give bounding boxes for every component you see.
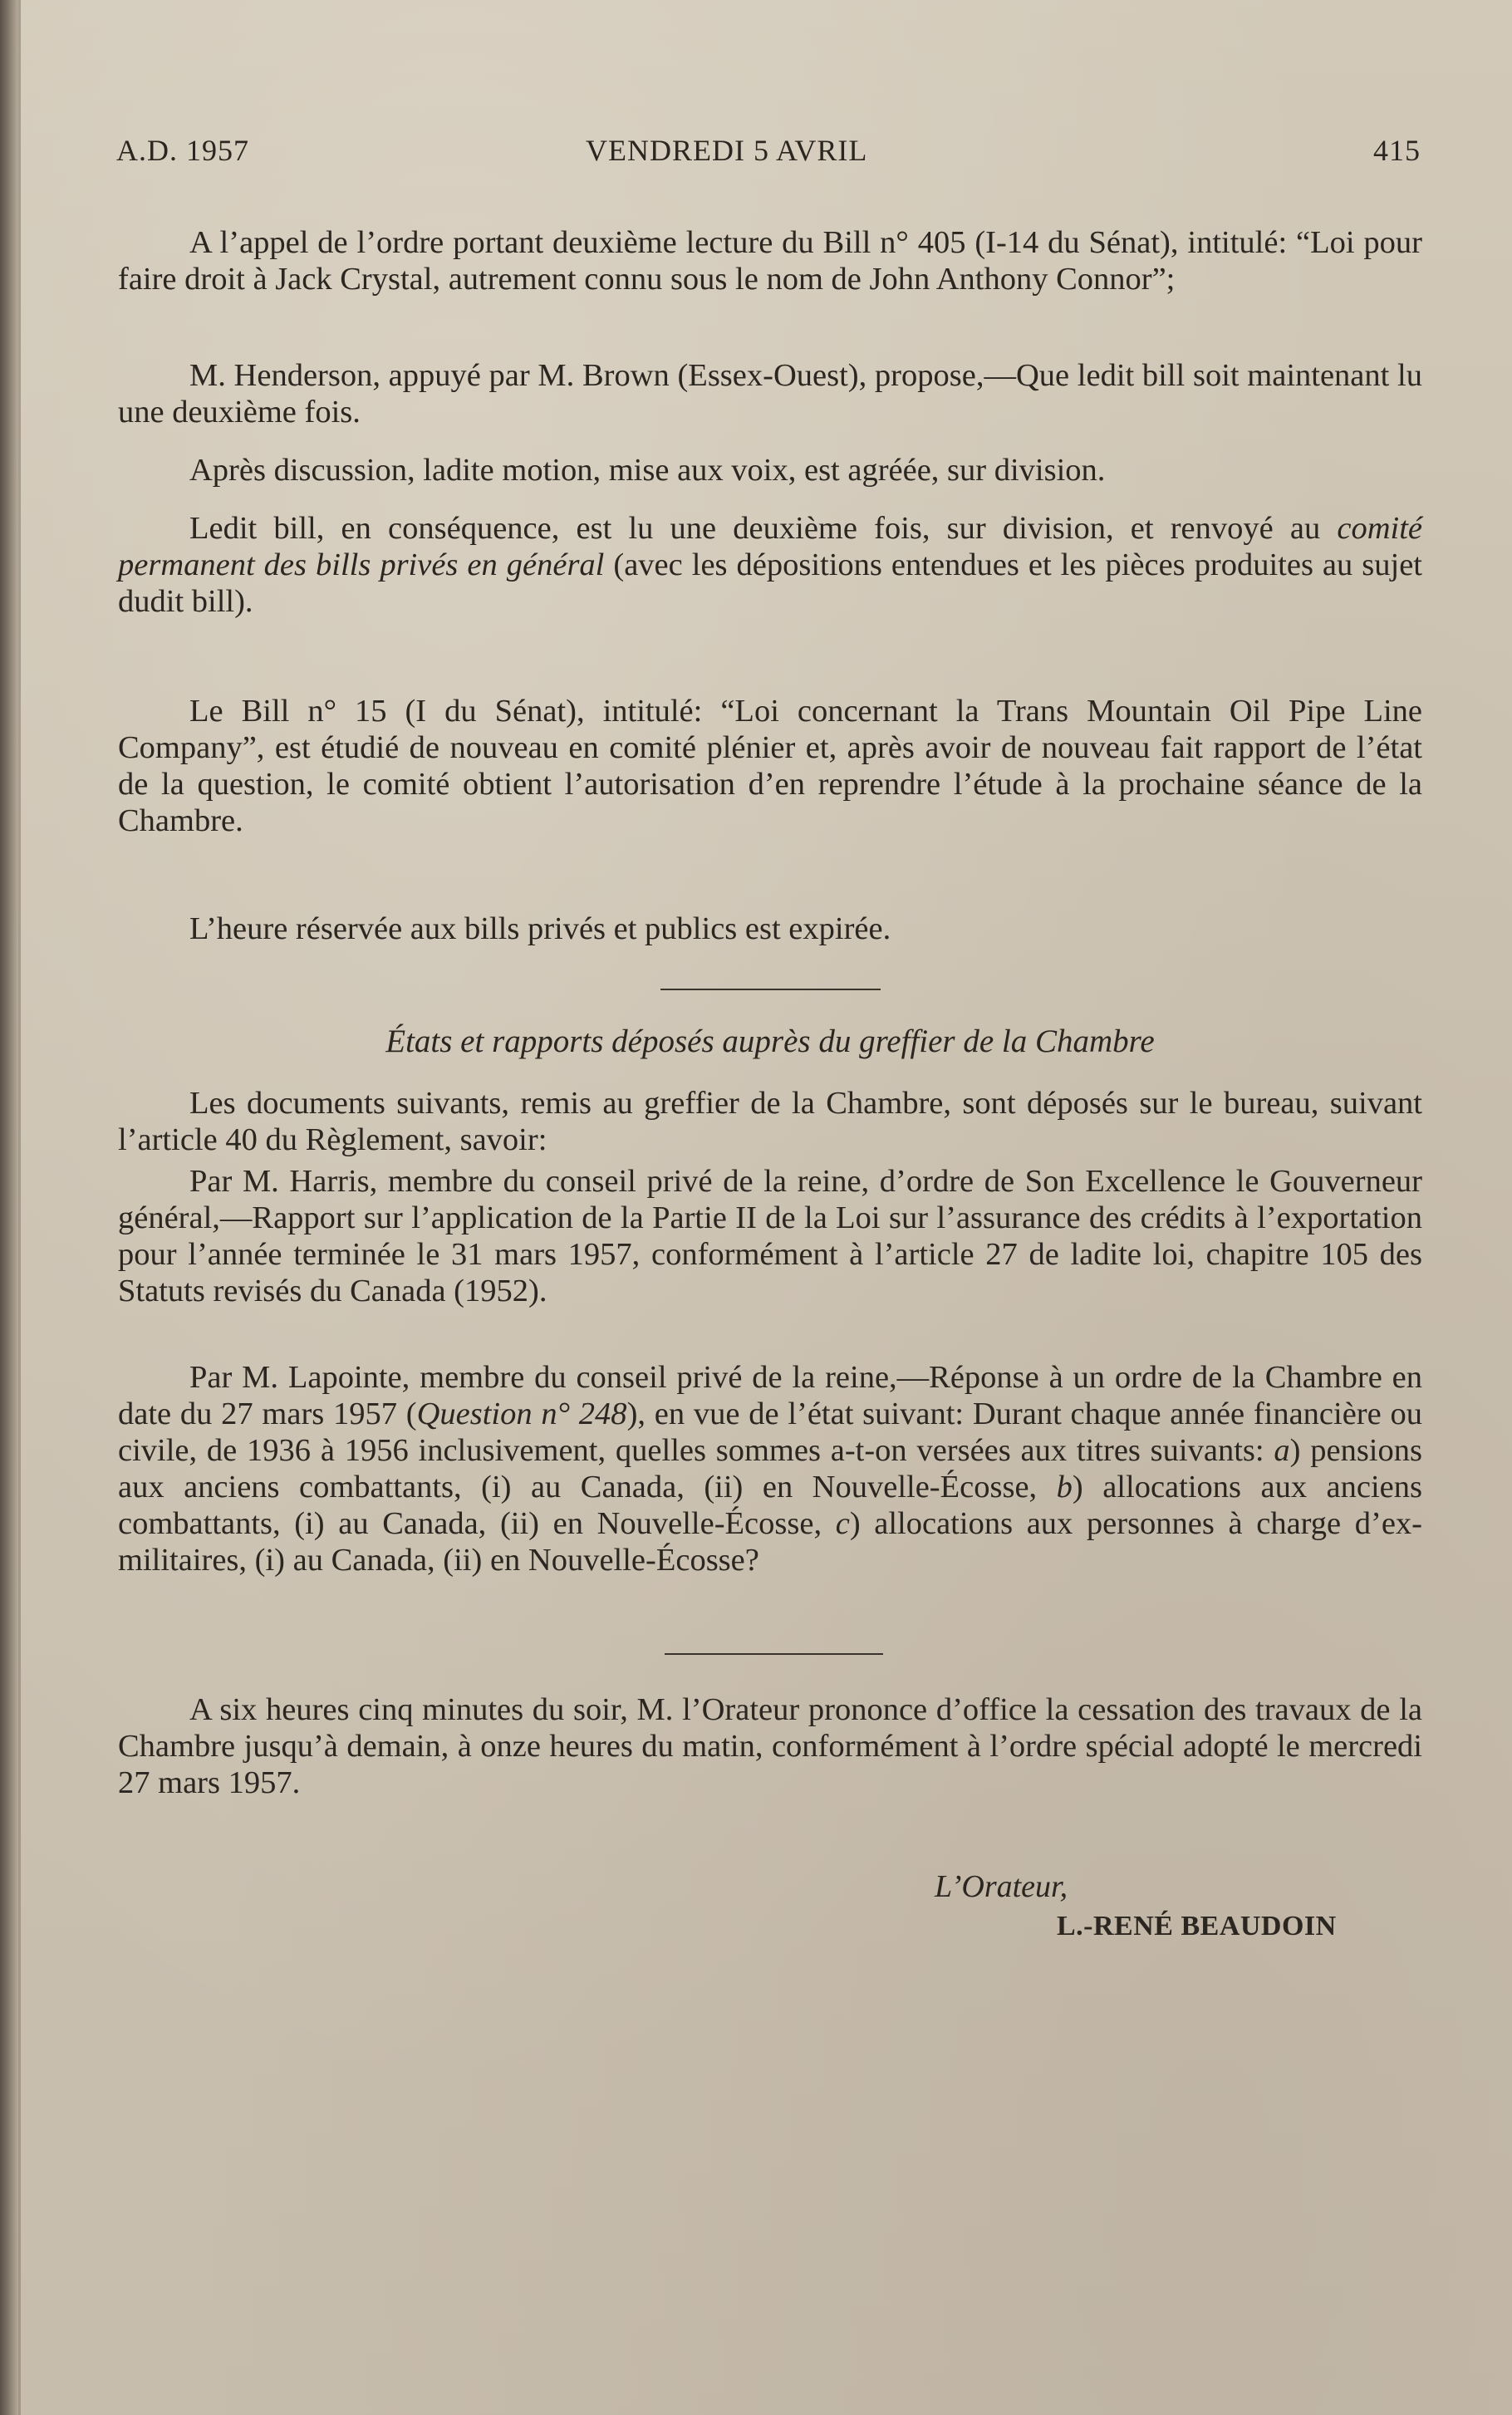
page-number: 415 <box>1373 134 1421 167</box>
signature-block <box>1057 1906 1337 1946</box>
section-divider <box>660 989 881 990</box>
paragraph-text: L’heure réservée aux bills privés et publics est expirée. <box>189 911 891 946</box>
paragraph-text: M. Henderson, appuyé par M. Brown (Essex-Ouest), propose,—Que ledit bill soit maintenant lu une deuxième fois. <box>118 358 1422 429</box>
paragraph-text: ) allocations aux anciens combattants, (i) au Canada, (ii) en Nouvelle-Écosse, <box>118 1470 1422 1541</box>
committee-name: comité permanent des bills privés en général <box>118 511 1422 582</box>
paragraph-text: Par M. Harris, membre du conseil privé de la reine, d’ordre de Son Excellence le Gouverneur général,—Rapport sur l’application de la Partie II de la Loi sur l’assurance des crédits à l’exportation pour l’année terminée le 31 mars 1957, conformément à l’article 27 de ladite loi, chapitre 105 des Statuts revisés du Canada (1952). <box>118 1164 1422 1308</box>
signature-name: L.-RENÉ BEAUDOIN <box>1057 1911 1337 1941</box>
item-letter: a <box>1274 1433 1290 1468</box>
paragraph-bill-referred <box>118 510 1422 620</box>
paragraph-lapointe-response <box>118 1359 1422 1578</box>
question-number: Question n° 248 <box>416 1396 627 1431</box>
paragraph-text: Le Bill n° 15 (I du Sénat), intitulé: “Loi concernant la Trans Mountain Oil Pipe Line Company”, est étudié de nouveau en comité plénier et, après avoir de nouveau fait rapport de l’état de la question, le comité obtient l’autorisation d’en reprendre l’étude à la prochaine séance de la Chambre. <box>118 694 1422 838</box>
header-date: VENDREDI 5 AVRIL <box>586 134 868 167</box>
item-letter: b <box>1056 1470 1073 1504</box>
paragraph-text: Les documents suivants, remis au greffier de la Chambre, sont déposés sur le bureau, suivant l’article 40 du Règlement, savoir: <box>118 1086 1422 1157</box>
paragraph-text: (avec les dépositions entendues et les pièces produites au sujet dudit bill). <box>118 547 1422 619</box>
paragraph-text: ) allocations aux personnes à charge d’ex-militaires, (i) au Canada, (ii) en Nouvelle-Écosse? <box>118 1506 1422 1578</box>
running-header <box>116 133 1421 174</box>
paragraph-text: ) pensions aux anciens combattants, (i) au Canada, (ii) en Nouvelle-Écosse, <box>118 1433 1422 1504</box>
paragraph-motion-agreed <box>118 452 1422 488</box>
signature-title <box>935 1868 1068 1906</box>
header-year: A.D. 1957 <box>116 134 249 167</box>
paragraph-bill-15-trans-mountain <box>118 693 1422 839</box>
book-binding-edge <box>0 0 18 2415</box>
paragraph-hour-expired <box>118 911 1422 947</box>
paragraph-documents-deposited <box>118 1085 1422 1158</box>
paragraph-second-reading-bill-405 <box>118 224 1422 297</box>
paragraph-harris-report <box>118 1163 1422 1309</box>
paragraph-adjournment <box>118 1691 1422 1801</box>
paragraph-text: A l’appel de l’ordre portant deuxième lecture du Bill n° 405 (I-14 du Sénat), intitulé: “Loi pour faire droit à Jack Crystal, autrement connu sous le nom de John Anthony Connor”; <box>118 225 1422 297</box>
paragraph-text: Après discussion, ladite motion, mise aux voix, est agréée, sur division. <box>189 453 1106 488</box>
item-letter: c <box>835 1506 850 1541</box>
binding-shadow-line <box>18 0 21 2415</box>
section-divider <box>665 1653 883 1655</box>
signature-role: L’Orateur, <box>935 1869 1068 1904</box>
paragraph-text: A six heures cinq minutes du soir, M. l’Orateur prononce d’office la cessation des travaux de la Chambre jusqu’à demain, à onze heures du matin, conformément à l’ordre spécial adopté le mercredi 27 mars 1957. <box>118 1692 1422 1800</box>
paragraph-text: Par M. Lapointe, membre du conseil privé de la reine,—Réponse à un ordre de la Chambre en date du 27 mars 1957 ( <box>118 1360 1422 1431</box>
paragraph-text: Ledit bill, en conséquence, est lu une deuxième fois, sur division, et renvoyé au <box>189 511 1338 546</box>
section-heading: États et rapports déposés auprès du greffier de la Chambre <box>385 1023 1155 1059</box>
paragraph-henderson-motion <box>118 357 1422 430</box>
paragraph-text: ), en vue de l’état suivant: Durant chaque année financière ou civile, de 1936 à 1956 inclusivement, quelles sommes a-t-on versées aux titres suivants: <box>118 1396 1422 1468</box>
